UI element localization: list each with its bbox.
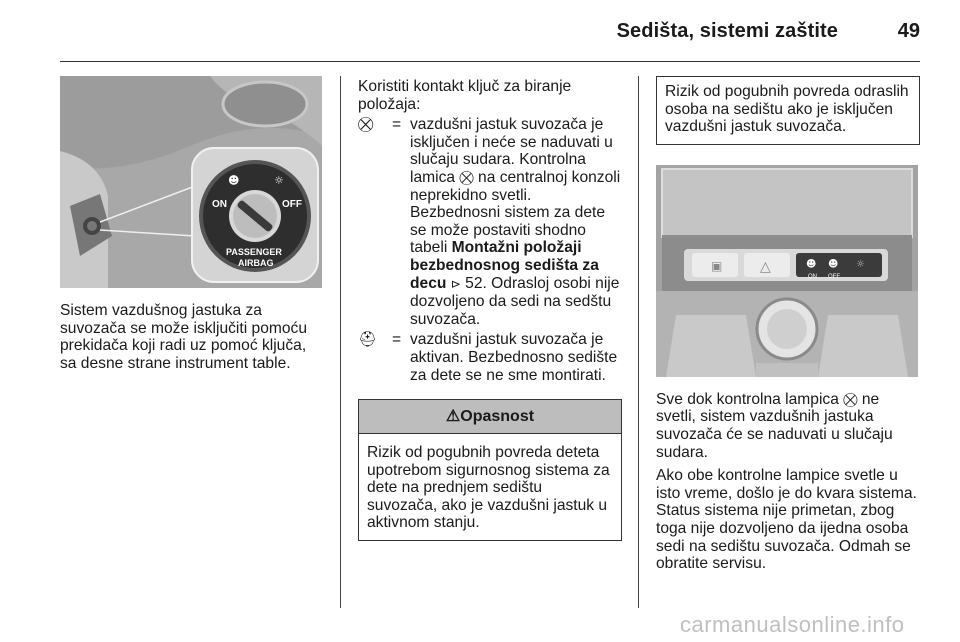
danger-title: Opasnost — [460, 408, 535, 426]
airbag-on-icon: ⛑ — [358, 331, 378, 349]
table-reference: Montažni položaji bezbednosnog sedišta za decu — [410, 239, 599, 292]
switch-label-airbag: AIRBAG — [238, 258, 274, 268]
switch-label-off: OFF — [282, 199, 302, 210]
column-right — [656, 76, 920, 573]
svg-text:☼: ☼ — [856, 258, 865, 270]
console-figure — [656, 165, 918, 377]
watermark: carmanualsonline.info — [680, 612, 905, 637]
page-number: 49 — [897, 20, 920, 42]
paragraph-lamp-status: Sve dok kontrolna lampica ⛒ ne svetli, sistem vazdušnih jastuka suvozača će se naduvati u slučaju sudara. — [656, 390, 893, 461]
intro-text: Koristiti kontakt ključ za biranje položaja: — [358, 78, 572, 113]
svg-text:☻: ☻ — [806, 258, 817, 270]
airbag-off-icon: ⛒ — [459, 168, 474, 185]
definition-airbag-off — [358, 116, 622, 328]
console-label-off: OFF — [828, 273, 840, 280]
figure-caption: Sistem vazdušnog jastuka za suvozača se može isključiti pomoću prekidača koji radi uz pomoć ključa, sa desne strane instrument table. — [60, 302, 308, 372]
airbag-off-icon: ⛒ — [843, 390, 858, 407]
page-reference-arrow-icon: ⊳ — [450, 276, 461, 291]
svg-text:☻: ☻ — [228, 174, 240, 187]
svg-text:▣: ▣ — [711, 258, 723, 273]
paragraph-system-fault: Ako obe kontrolne lampice svetle u isto vreme, došlo je do kvara sistema. Status sistema nije primetan, zbog toga nije dozvoljeno da ijedna osoba sedi na sedištu suvozača. Odmah se obratite servisu. — [656, 467, 917, 573]
svg-text:△: △ — [760, 258, 771, 275]
svg-text:☻: ☻ — [828, 258, 839, 270]
switch-label-passenger: PASSENGER — [226, 247, 282, 257]
switch-label-on: ON — [212, 199, 227, 210]
column-middle — [358, 78, 622, 541]
definition-airbag-on — [358, 331, 622, 384]
definition-equals: = — [392, 116, 402, 134]
warning-triangle-icon: ⚠ — [445, 408, 461, 426]
definition-text: vazdušni jastuk suvozača je aktivan. Bezbednosno sedište za dete se ne sme montirati. — [410, 331, 618, 384]
danger-box — [358, 399, 622, 541]
console-label-on: ON — [808, 273, 817, 280]
column-left — [60, 76, 324, 372]
airbag-switch-illustration — [60, 76, 322, 288]
danger-text: Rizik od pogubnih povreda deteta upotrebom sigurnosnog sistema za dete na prednjem sedištu suvozača, ako je vazdušni jastuk u aktivnom stanju. — [367, 444, 610, 532]
page-header — [60, 8, 920, 62]
svg-text:☼: ☼ — [274, 174, 284, 187]
airbag-off-icon: ⛒ — [358, 116, 374, 134]
definition-equals: = — [392, 331, 402, 349]
definition-text: vazdušni jastuk suvozača je isključen i neće se naduvati u slučaju sudara. Kontrolna lamica ⛒ na centralnoj konzoli neprekidno svetli. Bezbednosni sistem za dete se može postaviti shodno tabeli Montažni položaji bezbednosnog sedišta za decu ⊳ 52. Odrasloj osobi nije dozvoljeno da sedi na sedštu suvozača. — [410, 116, 621, 328]
column-divider-2 — [638, 76, 639, 608]
danger-header — [359, 400, 621, 434]
warning-note-box: Rizik od pogubnih povreda odraslih osoba na sedištu ako je isključen vazdušni jastuk suvozača. — [656, 76, 920, 145]
page-title: Sedišta, sistemi zaštite — [616, 20, 838, 42]
airbag-switch-figure — [60, 76, 322, 288]
console-illustration — [656, 165, 918, 377]
column-divider-1 — [340, 76, 341, 608]
